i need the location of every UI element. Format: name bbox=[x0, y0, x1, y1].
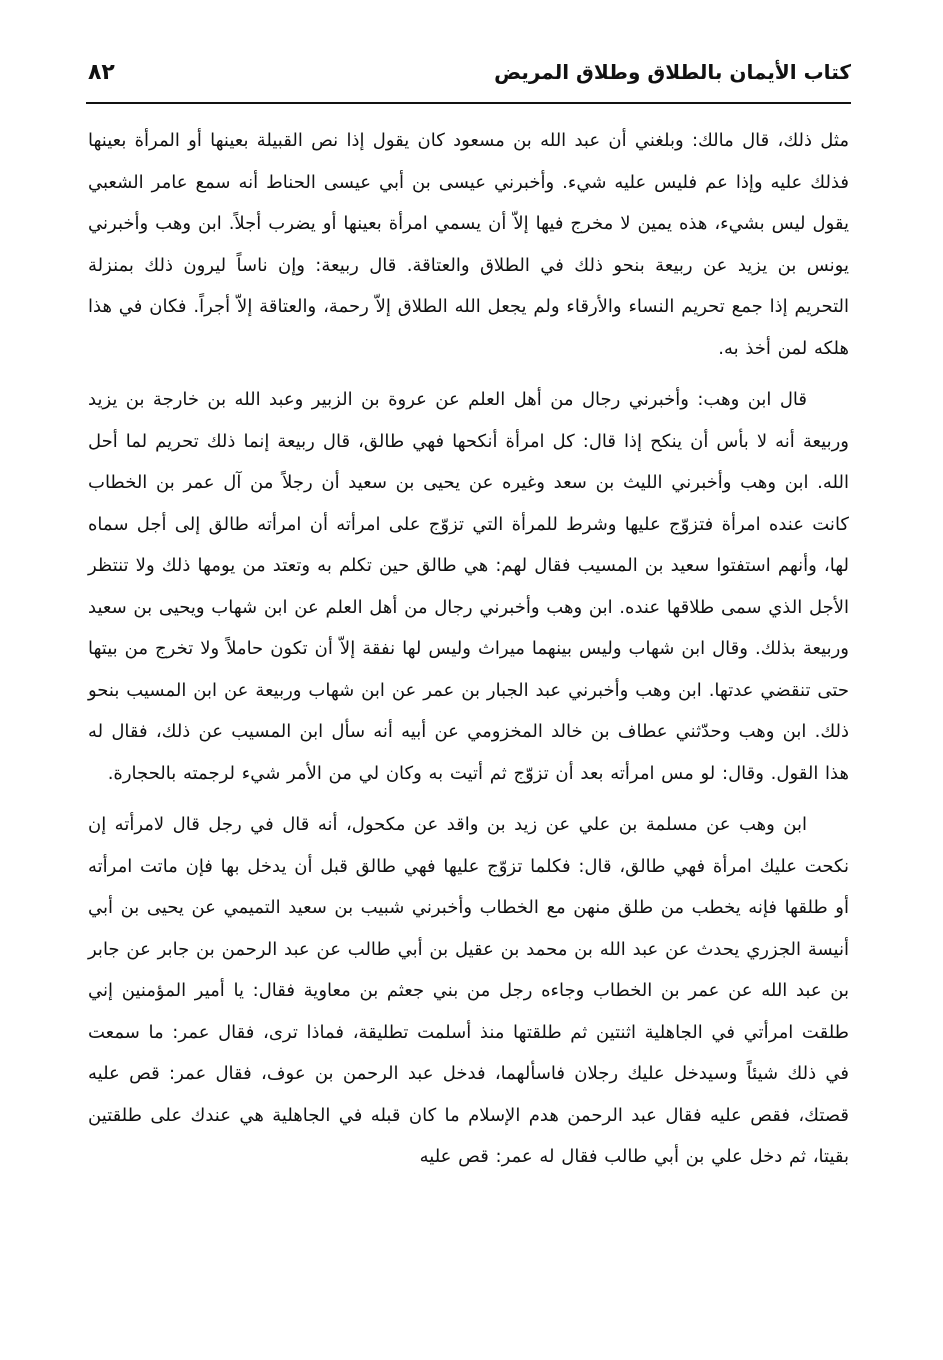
paragraph-3: ابن وهب عن مسلمة بن علي عن زيد بن واقد عن مكحول، أنه قال في رجل قال لامرأته إن نكحت عليك امرأة فهي طالق، قال: فكلما تزوّج عليها فهي طالق قبل أن يدخل بها فإن ماتت امرأته أو طلقها فإنه يخطب من طلق منهن مع الخطاب وأخبرني شبيب بن سعيد التميمي عن يحيى بن أبي أنيسة الجزري يحدث عن عبد الله بن محمد بن عقيل بن أبي طالب عن عبد الرحمن بن جابر عن جابر بن عبد الله عن عمر بن الخطاب وجاءه رجل من بني جعثم بن معاوية فقال: يا أمير المؤمنين إني طلقت امرأتي في الجاهلية اثنتين ثم طلقتها منذ أسلمت تطليقة، فماذا ترى، فقال عمر: ما سمعت في ذلك شيئاً وسيدخل عليك رجلان فاسألهما، فدخل عبد الرحمن بن عوف، فقال عمر: قص عليه قصتك، فقص عليه فقال عبد الرحمن هدم الإسلام ما كان قبله في الجاهلية هي عندك على طلقتين بقيتا، ثم دخل علي بن أبي طالب فقال له عمر: قص عليه bbox=[88, 814, 849, 1167]
header-divider bbox=[86, 102, 851, 104]
running-title: كتاب الأيمان بالطلاق وطلاق المريض bbox=[494, 60, 851, 84]
paragraph-2: قال ابن وهب: وأخبرني رجال من أهل العلم عن عروة بن الزبير وعبد الله بن خارجة بن يزيد وربيعة أنه لا بأس أن ينكح إذا قال: كل امرأة أنكحها فهي طالق، قال ربيعة إنما ذلك تحريم لما أحل الله. ابن وهب وأخبرني الليث بن سعد وغيره عن يحيى بن سعيد أن رجلاً من آل عمر بن الخطاب كانت عنده امرأة فتزوّج عليها وشرط للمرأة التي تزوّج على امرأته أن امرأته طالق إلى أجل سماه لها، وأنهم استفتوا سعيد بن المسيب فقال لهم: هي طالق حين تكلم به وتعتد من يومها ذلك ولا تنتظر الأجل الذي سمى طلاقها عنده. ابن وهب وأخبرني رجال من أهل العلم عن ابن شهاب ويحيى بن سعيد وربيعة بذلك. وقال ابن شهاب وليس بينهما ميراث وليس لها نفقة إلاّ أن تكون حاملاً ولا تخرج من بيتها حتى تنقضي عدتها. ابن وهب وأخبرني عبد الجبار بن عمر عن ابن شهاب وربيعة عن ابن المسيب بنحو ذلك. ابن وهب وحدّثني عطاف بن خالد المخزومي عن أبيه أنه سأل ابن المسيب عن ذلك، فقال له هذا القول. وقال: لو مس امرأته بعد أن تزوّج ثم أتيت به وكان لي من الأمر شيء لرجمته بالحجارة. bbox=[88, 389, 849, 784]
running-header bbox=[88, 60, 851, 100]
main-text bbox=[88, 120, 849, 1178]
page-number: ٨٢ bbox=[88, 60, 115, 85]
paragraph-1: مثل ذلك، قال مالك: وبلغني أن عبد الله بن مسعود كان يقول إذا نص القبيلة بعينها أو المرأة بعينها فذلك عليه وإذا عم فليس عليه شيء. وأخبرني عيسى بن أبي عيسى الحناط أنه سمع عامر الشعبي يقول ليس بشيء، هذه يمين لا مخرج فيها إلاّ أن يسمي امرأة بعينها أو يضرب أجلاً. ابن وهب وأخبرني يونس بن يزيد عن ربيعة بنحو ذلك في الطلاق والعتاقة. قال ربيعة: وإن ناساً ليرون ذلك بمنزلة التحريم إذا جمع تحريم النساء والأرقاء ولم يجعل الله الطلاق إلاّ رحمة، والعتاقة إلاّ أجراً. فكان في هذا هلكه لمن أخذ به. bbox=[88, 130, 849, 359]
